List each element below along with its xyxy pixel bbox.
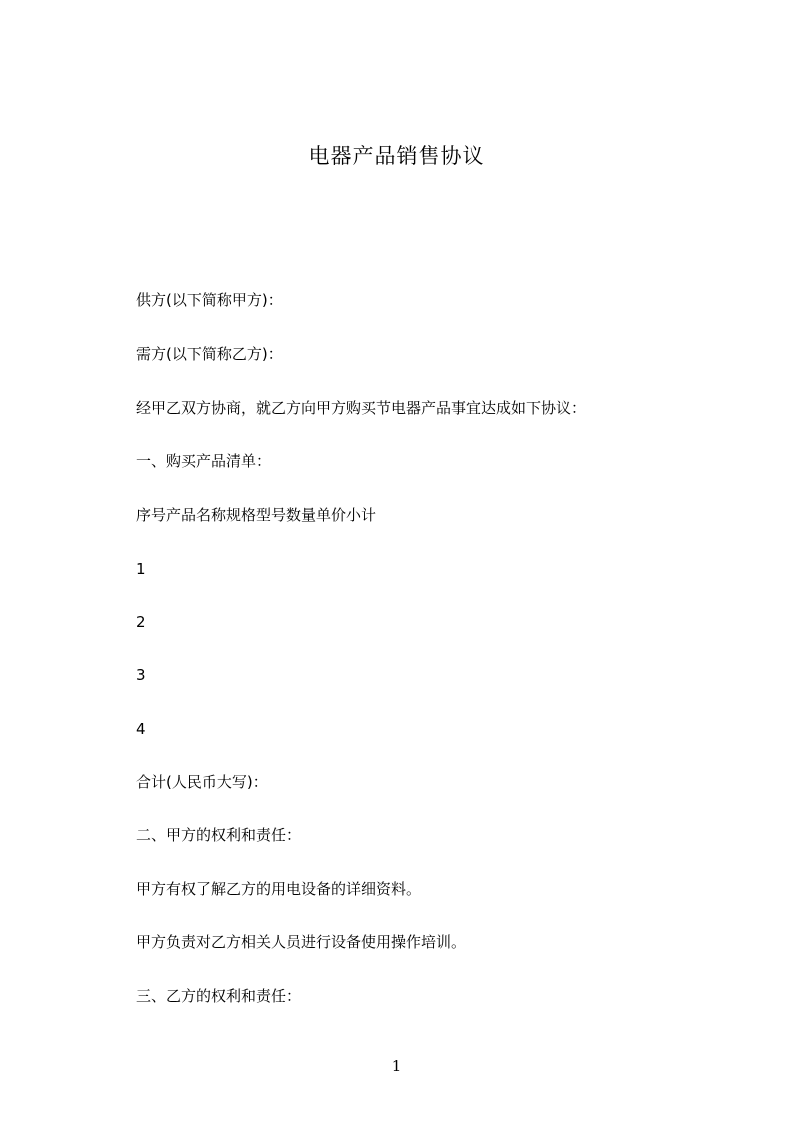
section-1-heading: 一、购买产品清单： (136, 452, 272, 470)
total-line: 合计(人民币大写)： (136, 773, 268, 791)
party-a-right-1: 甲方有权了解乙方的用电设备的详细资料。 (136, 880, 422, 898)
product-list-header: 序号产品名称规格型号数量单价小计 (136, 506, 377, 524)
product-row-3: 3 (136, 666, 146, 684)
section-3-heading: 三、乙方的权利和责任： (136, 987, 302, 1005)
product-row-1: 1 (136, 560, 146, 578)
product-row-2: 2 (136, 613, 146, 631)
document-title: 电器产品销售协议 (308, 144, 485, 168)
party-a-responsibility-1: 甲方负责对乙方相关人员进行设备使用操作培训。 (136, 933, 467, 951)
buyer-line: 需方(以下简称乙方)： (136, 345, 283, 363)
agreement-intro: 经甲乙双方协商，就乙方向甲方购买节电器产品事宜达成如下协议： (136, 399, 587, 417)
supplier-line: 供方(以下简称甲方)： (136, 291, 283, 309)
page-number: 1 (391, 1057, 402, 1075)
product-row-4: 4 (136, 720, 146, 738)
section-2-heading: 二、甲方的权利和责任： (136, 826, 302, 844)
